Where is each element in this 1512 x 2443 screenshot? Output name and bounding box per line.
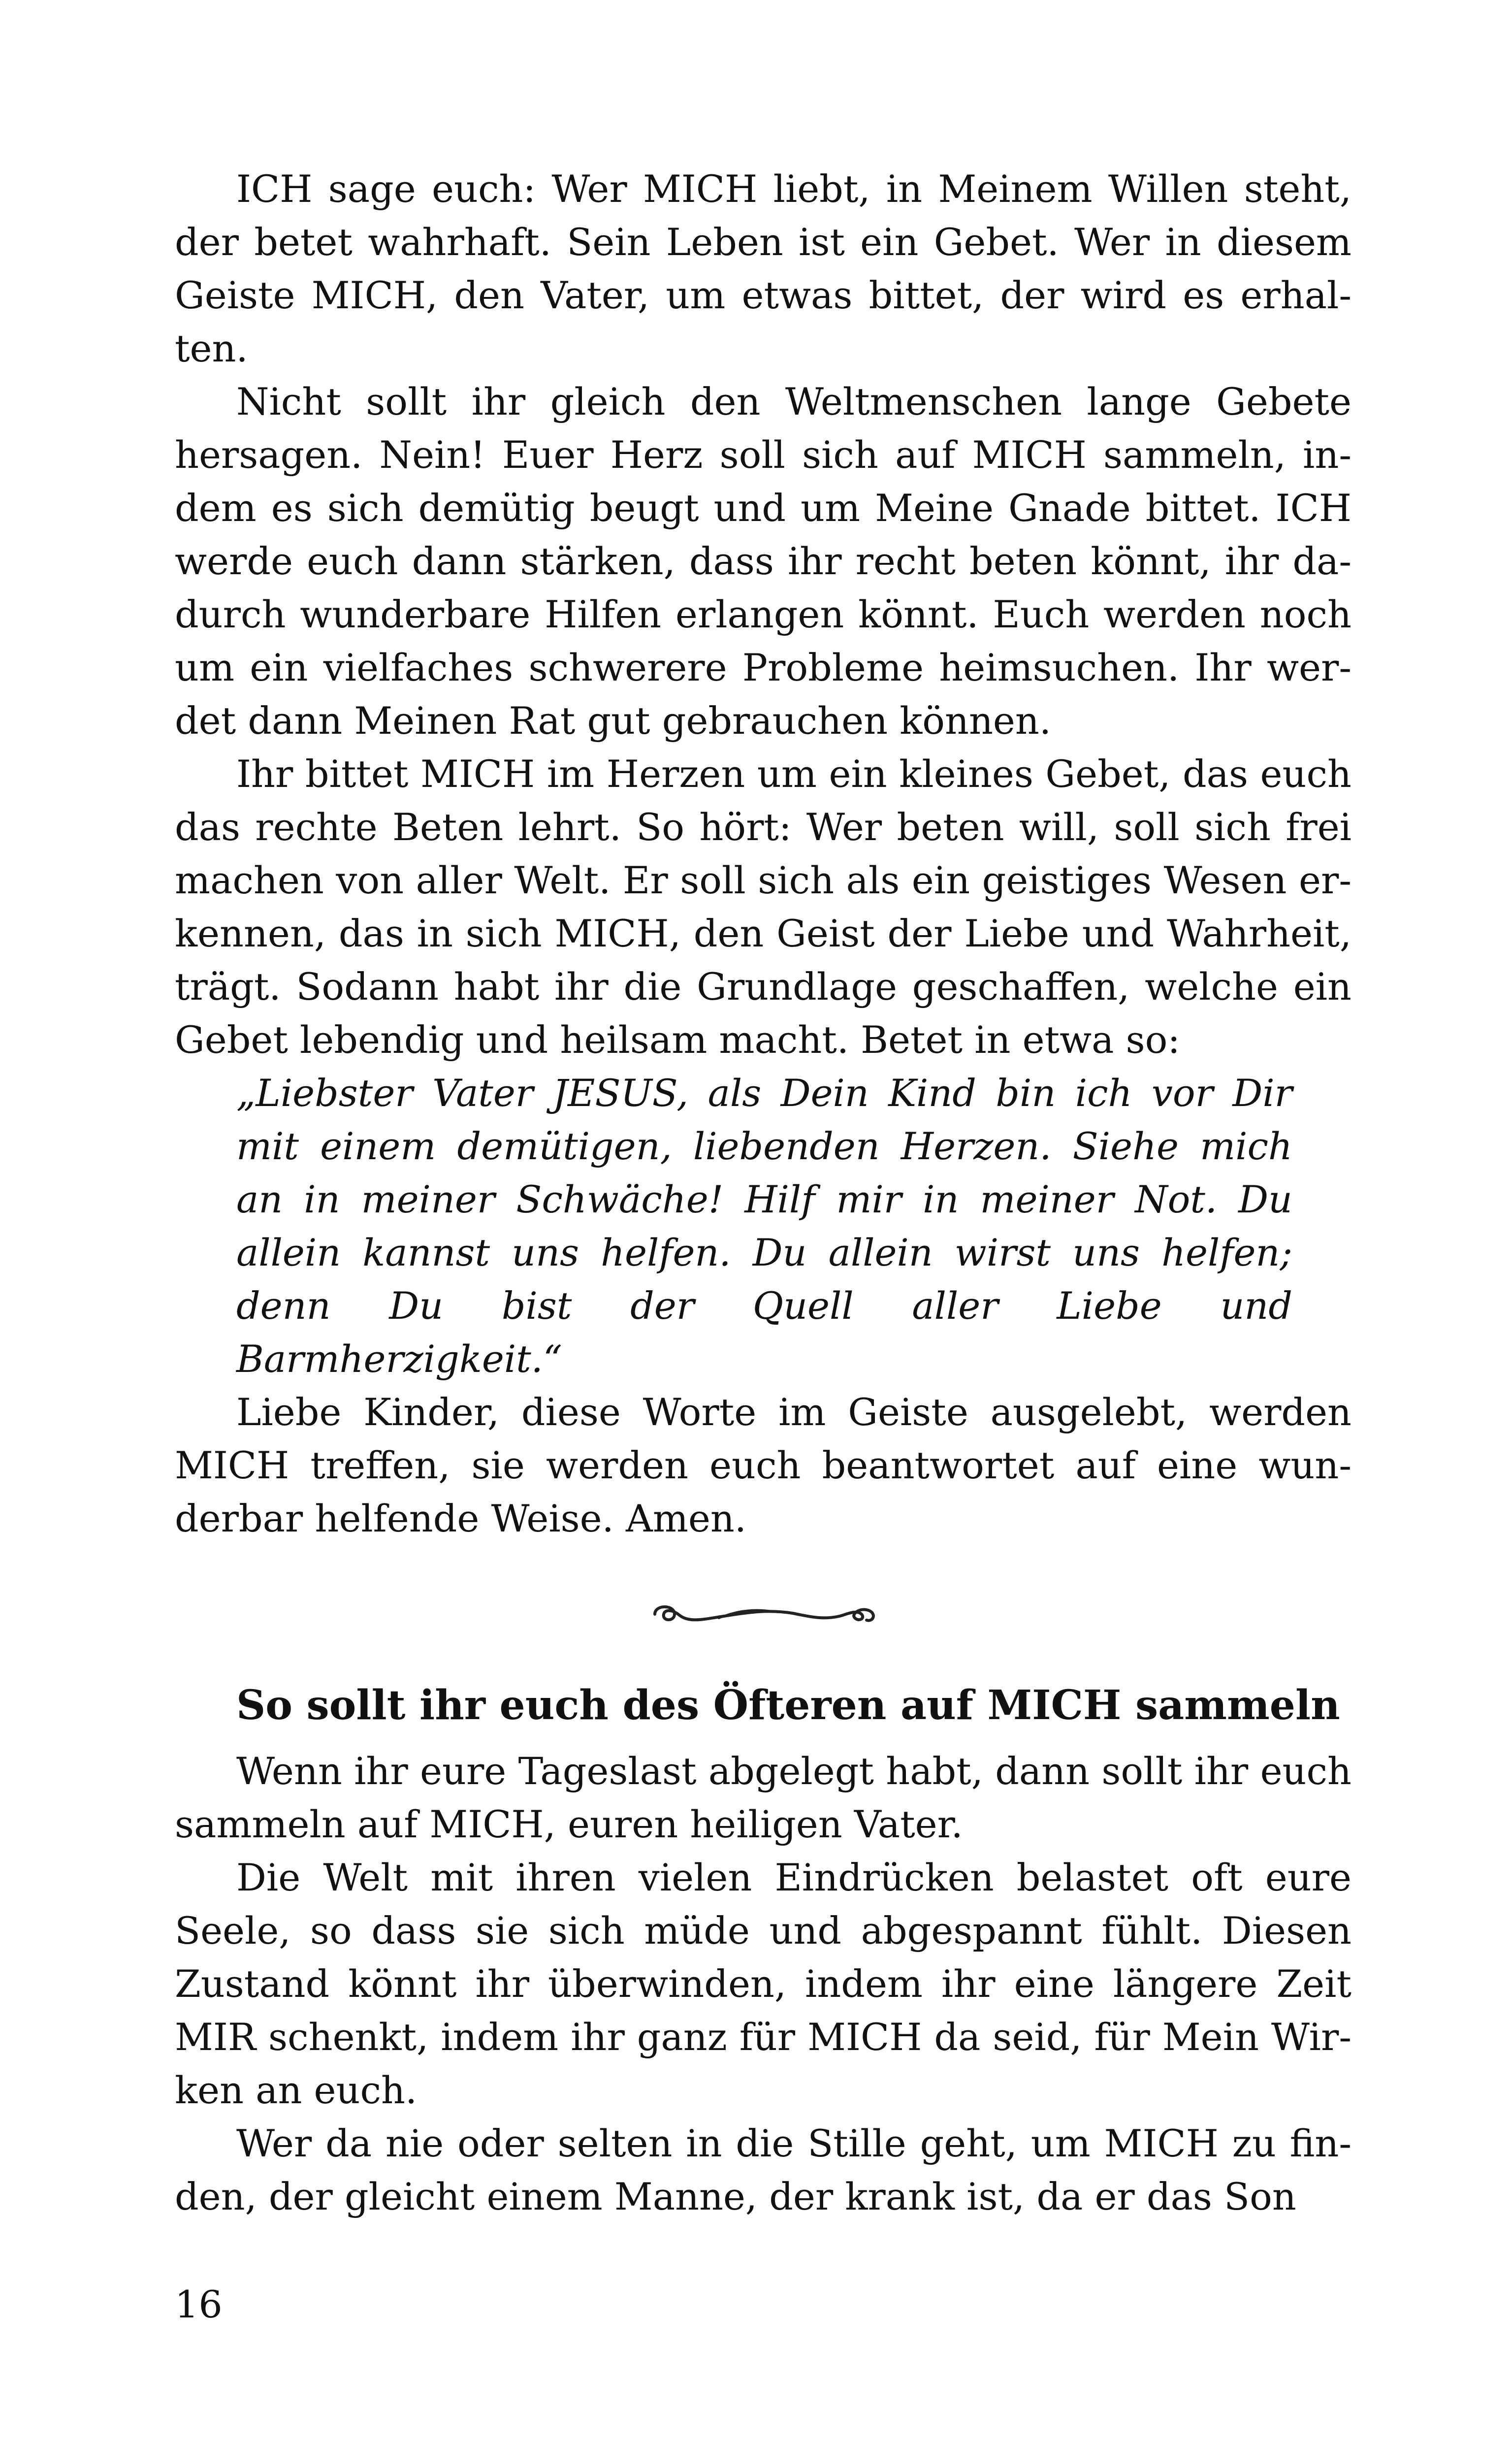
body-paragraph: Wenn ihr eure Tageslast abgelegt habt, dann sollt ihr euch sammeln auf MICH, euren heiligen Vater. xyxy=(175,1749,1351,1846)
body-paragraph: Die Welt mit ihren vielen Eindrücken belastet oft eure Seele, so dass sie sich müde und abgespannt fühlt. Diesen Zustand könnt ihr überwinden, indem ihr eine längere Zeit MIR schenkt, indem ihr ganz für MICH da seid, für Mein Wirken an euch. xyxy=(175,1856,1351,2112)
body-paragraph: Nicht sollt ihr gleich den Weltmenschen lange Gebete hersagen. Nein! Euer Herz soll sich auf MICH sammeln, indem es sich demütig beugt und um Meine Gnade bittet. ICH werde euch dann stärken, dass ihr recht beten könnt, ihr dadurch wunderbare Hilfen erlangen könnt. Euch werden noch um ein vielfaches schwerere Probleme heimsuchen. Ihr werdet dann Meinen Rat gut gebrauchen können. xyxy=(175,380,1351,743)
section-heading: So sollt ihr euch des Öfteren auf MICH sammeln xyxy=(236,1682,1340,1729)
body-paragraph: Ihr bittet MICH im Herzen um ein kleines Gebet, das euch das rechte Beten lehrt. So hört: Wer beten will, soll sich frei machen von aller Welt. Er soll sich als ein geistiges Wesen erkennen, das in sich MICH, den Geist der Liebe und Wahrheit, trägt. Sodann habt ihr die Grundlage geschaffen, welche ein Gebet lebendig und heilsam macht. Betet in etwa so: xyxy=(175,752,1351,1062)
page-number: 16 xyxy=(175,2282,223,2326)
prayer-quote: „Liebster Vater JESUS, als Dein Kind bin ich vor Dir mit einem demütigen, liebenden Herzen. Siehe mich an in meiner Schwäche! Hilf mir in meiner Not. Du allein kannst uns helfen. Du allein wirst uns helfen; denn Du bist der Quell aller Liebe und Barmherzigkeit.“ xyxy=(236,1071,1292,1381)
page-content xyxy=(175,163,1351,2223)
body-paragraph: Liebe Kinder, diese Worte im Geiste ausgelebt, werden MICH treffen, sie werden euch beantwortet auf eine wunderbar helfende Weise. Amen. xyxy=(175,1390,1351,1540)
decorative-flourish-icon xyxy=(645,1595,881,1634)
body-paragraph: ICH sage euch: Wer MICH liebt, in Meinem Willen steht, der betet wahrhaft. Sein Leben ist ein Gebet. Wer in diesem Geiste MICH, den Vater, um etwas bittet, der wird es erhalten. xyxy=(175,167,1351,370)
body-paragraph: Wer da nie oder selten in die Stille geht, um MICH zu finden, der gleicht einem Manne, der krank ist, da er das Son xyxy=(175,2121,1351,2218)
